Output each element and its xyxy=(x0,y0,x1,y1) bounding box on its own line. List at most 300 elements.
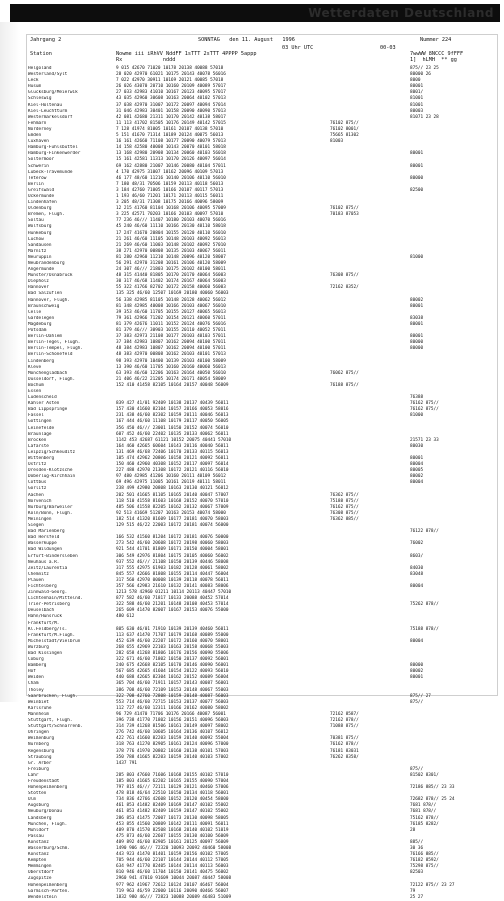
station-name: Bad Salzuflen xyxy=(28,291,62,297)
observation-codes: 734 836 42766 42608 10152 20120 40454 58000 xyxy=(116,797,229,803)
remark-codes: 80001 xyxy=(410,151,424,157)
remark-codes: 72682 878// 25 24 xyxy=(410,797,455,803)
observation-codes: 317 555 42975 61903 10182 20128 40061 58002 xyxy=(116,565,229,571)
station-name: Münster/Osnabrück xyxy=(28,273,73,279)
station-name: Braunschweig xyxy=(28,303,60,309)
extra-codes: 76362 885// xyxy=(330,516,359,522)
station-name: Bad Hersfeld xyxy=(28,535,60,541)
remark-codes: 76185 8282/ xyxy=(410,821,439,827)
station-name: Hunkeburg xyxy=(28,230,52,236)
station-name: Berlin xyxy=(28,181,44,187)
station-name: Teterow xyxy=(28,175,47,181)
observation-codes: 129 515 46/22 22003 10172 20181 40074 56000 xyxy=(116,523,229,529)
observation-codes: 38 271 42970 00808 10135 20103 40067 56011 xyxy=(116,248,226,254)
jahrgang-label: Jahrgang 2 xyxy=(30,37,62,43)
observation-codes: 157 430 41660 82104 10157 20166 40053 58016 xyxy=(116,407,229,413)
station-name: Meiningen xyxy=(28,516,52,522)
extra-codes: 76188 875// xyxy=(330,382,359,388)
remark-codes: 8603/ xyxy=(410,553,424,559)
station-name: Essen xyxy=(28,388,42,394)
station-name: Ostritz xyxy=(28,462,47,468)
station-name: Köln/Bonn, Flugh. xyxy=(28,510,73,516)
remark-codes: 76162 875// xyxy=(410,407,439,413)
observation-codes: 409 870 41570 82508 10168 20140 40102 51019 xyxy=(116,827,229,833)
station-name: Brocken xyxy=(28,437,47,443)
observation-codes: 63 393 46/60 12206 10163 20164 40050 56010 xyxy=(116,370,226,376)
observation-codes: 839 427 41/01 92409 10138 20137 40439 56011 xyxy=(116,401,229,407)
station-name: Dresden-Klotzsche xyxy=(28,468,73,474)
table-row xyxy=(28,895,494,901)
station-name: Frankfurt/M. xyxy=(28,620,60,626)
station-name: Hohenpeißenberg xyxy=(28,882,68,888)
observation-codes: 81 379 46/// 30903 10155 20110 40052 57011 xyxy=(116,328,226,334)
remark-codes: 83038 xyxy=(410,315,424,321)
observation-codes: 24 307 46/// 21803 10175 20102 40100 58011 xyxy=(116,267,226,273)
station-name: Fassel xyxy=(28,413,44,419)
observation-codes: 356 450 46/// 23001 10150 20152 40074 56010 xyxy=(116,425,229,431)
observation-codes: 485 506 41558 82205 10162 20132 40067 57009 xyxy=(116,504,229,510)
station-name: Soltermoor xyxy=(28,157,55,163)
station-name: Celle xyxy=(28,309,42,315)
station-name: Augsburg xyxy=(28,803,49,809)
observation-codes: 607 452 46/60 22402 10135 20133 40062 56011 xyxy=(116,431,229,437)
observation-codes: 306 549 42976 81804 10175 20105 40060 56002 xyxy=(116,553,229,559)
station-name: Erfurt-Bindersleben xyxy=(28,553,78,559)
station-name: Fehmarn xyxy=(28,120,47,126)
station-name: Görlitz xyxy=(28,486,47,492)
remark-codes: 80000 26 xyxy=(410,72,431,78)
observation-codes: 48 383 42970 00808 10162 20103 40101 57013 xyxy=(116,352,226,358)
remark-codes: 72122 875// 23 27 xyxy=(410,882,455,888)
remark-codes: 80004 xyxy=(410,480,424,486)
observation-codes: 15 161 42581 11313 10170 20126 40097 56014 xyxy=(116,157,226,163)
observation-codes: 150 460 42960 40308 10152 20117 40097 56014 xyxy=(116,462,229,468)
observation-codes: 386 708 46/60 72109 10153 20148 40067 55003 xyxy=(116,687,229,693)
observation-codes: 461 853 41482 82409 10169 20147 40102 55002 xyxy=(116,803,229,809)
station-name: Westermarkelsdorf xyxy=(28,114,73,120)
station-name: Berlin-Tegel, Flugh. xyxy=(28,340,81,346)
remark-codes: 80001 xyxy=(410,675,424,681)
station-name: Memmingen xyxy=(28,864,52,870)
station-name: Kl.Feldberg/Ts. xyxy=(28,626,68,632)
remark-codes: 76002 xyxy=(410,541,424,547)
station-name: Lindenhafen xyxy=(28,200,57,206)
station-name: Braunlage xyxy=(28,431,52,437)
remark-codes: 875// xyxy=(410,699,424,705)
station-name: Bremen, Flugh. xyxy=(28,212,65,218)
observation-codes: 17 247 41670 20804 10155 20120 40110 56010 xyxy=(116,230,226,236)
observation-codes: 48 315 41440 81805 10170 20170 40064 56003 xyxy=(116,273,226,279)
observation-codes: 69 496 42975 11005 10161 20119 40111 58011 xyxy=(116,480,226,486)
remark-codes: 80000 xyxy=(410,663,424,669)
remark-codes: 30 36 xyxy=(410,846,424,851)
remark-codes: 875// 23 25 xyxy=(410,66,439,71)
station-name: Glücksburg/Meierwik xyxy=(28,90,78,96)
station-name: Stuttgart, Flugh. xyxy=(28,718,73,724)
station-name: Hohenpeißenberg xyxy=(28,785,68,791)
station-name: Straubing xyxy=(28,754,52,760)
observation-codes: 48 384 42983 10807 10162 20094 40100 57011 xyxy=(116,346,226,352)
observation-codes: 56 291 42970 31208 10161 20106 40120 58009 xyxy=(116,261,226,266)
station-name: Lüchow xyxy=(28,236,44,242)
observation-codes: 276 742 46/60 10605 10164 20136 40107 56012 xyxy=(116,730,229,736)
extra-codes: 76062 875// xyxy=(330,370,359,376)
observation-codes: 845 557 42666 81808 10155 20114 40447 56004 xyxy=(116,571,229,577)
column-extra-header: 7wwWW 8NCCC 9fFFF xyxy=(410,51,464,57)
extra-codes: 71088 875// xyxy=(330,724,359,730)
observation-codes: 567 685 42665 41604 10154 20122 40093 56010 xyxy=(116,669,229,675)
observation-codes: 152 410 41458 82105 10164 20157 40048 56009 xyxy=(116,382,229,388)
station-name: Doberlug-Kirchhain xyxy=(28,474,76,480)
remark-codes: 7681 878// xyxy=(410,803,437,809)
observation-codes: 453 855 41560 20809 10142 20111 40091 56011 xyxy=(116,821,229,827)
observation-codes: 322 708 42760 72808 10159 20148 40087 56003 xyxy=(116,693,229,699)
observation-codes: 478 818 46/64 22510 10150 20134 40118 56001 xyxy=(116,791,229,797)
observation-codes: 7 128 41974 81005 10161 20107 40138 57010 xyxy=(116,126,224,132)
station-name: Plauen xyxy=(28,577,44,583)
observation-codes: 810 946 46/60 11704 10150 20141 40475 56002 xyxy=(116,870,229,876)
station-name: Wasserkuppe xyxy=(28,541,57,547)
observation-codes: 166 532 41560 81204 10172 20181 40076 50000 xyxy=(116,535,229,541)
observation-codes: 14 158 42580 40008 10143 20070 40101 58018 xyxy=(116,145,226,151)
remark-codes: 80001 xyxy=(410,321,424,327)
station-name: Neubrandenburg xyxy=(28,261,65,266)
observation-codes: 55 322 41766 82702 10172 20158 40060 56003 xyxy=(116,285,226,291)
issue-number: Nummer 224 xyxy=(420,37,452,43)
observation-codes: 231 438 46/60 82302 10159 20111 40046 56013 xyxy=(116,413,229,419)
remark-codes: 82500 xyxy=(410,187,424,193)
column-codes-header: Nowme iii iRhVV NddFF 1sTTT 2sTTT 4PPPP 5appp xyxy=(116,51,257,57)
remark-codes: 25 27 xyxy=(410,894,424,900)
column-station-header: Station xyxy=(30,51,52,57)
observation-codes: 5 151 41670 71314 10189 20124 40075 56013 xyxy=(116,133,224,139)
remark-codes: 76388 xyxy=(410,395,424,401)
station-name: Lübeck-Travemünde xyxy=(28,169,73,175)
extra-codes: 72162 8587/ xyxy=(330,711,359,717)
observation-codes: 21 269 46/60 11003 10148 20102 40092 57010 xyxy=(116,242,226,248)
station-name: Neuruppin xyxy=(28,254,52,260)
observation-codes: 1 193 46/60 71201 10171 20113 40115 56011 xyxy=(116,193,224,199)
station-name: Husum xyxy=(28,84,42,90)
date-line: SONNTAG den 11. August 1996 xyxy=(198,37,295,43)
station-name: Marnitz xyxy=(28,248,47,254)
station-name: Uckermünde xyxy=(28,193,55,199)
observation-codes: 443 923 41470 81401 10159 20156 40102 57005 xyxy=(116,852,229,858)
station-name: Saarbrücken, Flugh. xyxy=(28,693,78,699)
station-name: Neuhaus a.R. xyxy=(28,559,60,565)
extra-codes: 76102 8001/ xyxy=(330,126,359,132)
observation-codes: 273 542 46/60 20608 10172 20198 40060 58003 xyxy=(116,541,229,547)
station-name: München, Flugh. xyxy=(28,821,68,827)
station-name: Würzburg xyxy=(28,644,49,650)
observation-codes: 475 873 46/60 22607 10155 20130 40100 56009 xyxy=(116,833,229,839)
observation-codes: 37 383 42973 21108 10177 20103 40103 57011 xyxy=(116,334,226,340)
remark-codes: 885// xyxy=(410,839,424,845)
station-name: Gardelegen xyxy=(28,315,55,321)
remark-codes: 8000 xyxy=(410,78,421,84)
station-name: Schwerin xyxy=(28,163,49,169)
remark-codes: 80001 xyxy=(410,84,424,90)
observation-codes: 318 763 41270 82905 10161 20124 40096 57000 xyxy=(116,742,229,748)
station-name: Hannover, Flugh. xyxy=(28,297,70,303)
observation-codes: 1437 791 xyxy=(116,760,137,766)
remark-codes: 75262 878// xyxy=(410,602,439,608)
station-name: Cham xyxy=(28,681,39,687)
observation-codes: 322 671 46/60 71802 10150 20137 40092 56001 xyxy=(116,657,229,663)
observation-codes: 440 688 42665 82304 10162 20152 40089 56004 xyxy=(116,675,229,681)
extra-codes: 75188 875// xyxy=(330,498,359,504)
remark-codes: 82503 xyxy=(410,870,424,876)
extra-codes: 76162 878// xyxy=(330,742,359,748)
observation-codes: 797 815 46/// 72111 10129 20121 40460 57006 xyxy=(116,785,229,791)
observation-codes: 282 658 41268 81806 10176 20156 40090 55006 xyxy=(116,651,229,656)
remark-codes: 80002 xyxy=(410,669,424,675)
observation-codes: 37 384 42983 10807 10162 20094 40100 57011 xyxy=(116,340,226,346)
extra-codes: 81003 xyxy=(330,139,344,145)
observation-codes: 98 393 42970 10400 10139 20103 40100 58009 xyxy=(116,358,226,364)
extra-codes: 70183 87053 xyxy=(330,212,359,218)
remark-codes: 81000 xyxy=(410,254,424,260)
observation-codes: 378 776 41970 20802 10160 20138 40101 57003 xyxy=(116,748,229,754)
station-name: Leinefelde xyxy=(28,425,55,431)
observation-codes: 2960 941 47010 91609 10044 20087 40447 58008 xyxy=(116,876,232,882)
observation-codes: 56 338 42985 81105 10148 20128 40062 56012 xyxy=(116,297,226,303)
station-name: Gr. Arber xyxy=(28,760,52,766)
observation-codes: 317 560 42970 00008 10139 20118 40078 56011 xyxy=(116,577,229,583)
observation-codes: 480 612 xyxy=(116,614,135,620)
station-name: Ulm xyxy=(28,797,36,803)
remark-codes: 75298 875// xyxy=(410,864,439,870)
station-name: Berlin-Tempel, Flugh. xyxy=(28,346,83,352)
observation-codes: 365 704 46/60 71911 10157 20143 40087 56001 xyxy=(116,681,229,687)
station-name: Leck xyxy=(28,78,39,84)
extra-codes: 76102 875// xyxy=(330,120,359,126)
remark-codes: 80000 xyxy=(410,346,424,352)
station-name: Berlin-Dahlem xyxy=(28,334,62,340)
banner-title: Wetterdaten Deutschland xyxy=(308,6,494,20)
station-name: Kleve xyxy=(28,364,42,370)
station-name: Konstanz xyxy=(28,852,49,858)
remark-codes: 80000 xyxy=(410,340,424,346)
observation-codes: 202 501 41665 81105 10165 20140 40047 57007 xyxy=(116,492,229,498)
station-name: Oldenburg xyxy=(28,206,52,212)
station-name: Wasserburg/Schm. xyxy=(28,846,70,851)
station-name: Karlsruhe xyxy=(28,705,52,711)
station-name: Cuxhaven xyxy=(28,139,49,145)
extra-codes: 76308 875// xyxy=(330,510,359,516)
station-name: Kiel-Holtenau xyxy=(28,102,62,108)
station-name: Landsberg xyxy=(28,815,52,821)
observation-codes: 37 038 42970 31007 10172 20097 40094 57014 xyxy=(116,102,226,108)
remark-codes: 80001 xyxy=(410,163,424,169)
station-name: Westerland/Sylt xyxy=(28,72,68,78)
observation-codes: 164 460 42665 60604 10143 20116 40040 56011 xyxy=(116,443,229,449)
observation-codes: 452 639 46/60 22207 10172 20160 40070 58001 xyxy=(116,638,229,644)
remark-codes: 80002 xyxy=(410,297,424,303)
observation-codes: 286 853 41475 72007 10173 20130 40098 58005 xyxy=(116,815,229,821)
station-name: Oberstdorf xyxy=(28,870,55,876)
remark-codes: 72186 885// 23 33 xyxy=(410,785,455,791)
observation-codes: 45 240 46/60 11110 10166 20130 40110 58018 xyxy=(116,224,226,230)
observation-codes: 350 788 41665 82203 10159 20140 40103 57002 xyxy=(116,754,229,760)
station-name: Lichtenhain/Mittelnd. xyxy=(28,596,83,602)
observation-codes: 7 022 42970 30911 10169 20121 40085 57018 xyxy=(116,78,224,84)
remark-codes: 76122 878// xyxy=(410,529,439,535)
station-name: Zeitz/Laurentia xyxy=(28,565,68,571)
station-name: Potsdam xyxy=(28,328,47,334)
observation-codes: 238 499 42980 20808 10163 20130 40121 56012 xyxy=(116,486,229,492)
station-name: Mönchengladbach xyxy=(28,370,68,376)
extra-codes: 76102 875// xyxy=(330,206,359,212)
station-name: Lahr xyxy=(28,772,39,778)
observation-codes: 81 280 42960 11210 10148 20096 40120 58007 xyxy=(116,254,226,260)
remark-codes: 80030 xyxy=(410,443,424,449)
observation-codes: 96 729 41470 71706 10176 20166 40087 56001 xyxy=(116,711,226,717)
station-name: Fichtelberg xyxy=(28,583,57,589)
remark-codes: 7681 878// xyxy=(410,809,437,815)
observation-codes: 805 630 46/01 71910 10139 20139 40460 56011 xyxy=(116,626,229,632)
station-name: Garmisch-Parten. xyxy=(28,888,70,894)
column-extra-subheader: 1] hLMH ** gg xyxy=(410,57,457,63)
observation-codes: 1142 453 42687 61121 10152 20075 40441 57010 xyxy=(116,437,232,443)
extra-codes: 76181 83031 xyxy=(330,748,359,754)
remark-codes: 80004 xyxy=(410,583,424,589)
observation-codes: 39 353 46/60 11705 10155 20127 40065 56013 xyxy=(116,309,226,315)
remark-codes: 80001 xyxy=(410,456,424,461)
observation-codes: 16 161 42660 71108 10177 20090 40079 57013 xyxy=(116,139,226,145)
station-name: Emden xyxy=(28,133,42,139)
remark-codes: 76162 875// xyxy=(410,401,439,407)
station-name: Bad Kissingen xyxy=(28,651,62,656)
observation-codes: 634 947 41770 82405 10144 20114 40113 56003 xyxy=(116,864,229,870)
station-name: Kiel-Leuchtturm xyxy=(28,108,68,114)
observation-codes: 30 317 46/68 11402 10174 20167 40064 56003 xyxy=(116,279,226,285)
observation-codes: 4 170 42975 31007 10162 20096 40109 57013 xyxy=(116,169,224,175)
observation-codes: 77 236 46/// 11407 10180 20103 40070 56016 xyxy=(116,218,226,224)
remark-codes: 81001 xyxy=(410,102,424,108)
observation-codes: 1213 578 42960 01211 10114 20113 40447 57010 xyxy=(116,590,232,596)
observation-codes: 13 168 42980 20908 10134 20060 40103 56018 xyxy=(116,151,226,157)
station-name: Weiden xyxy=(28,675,44,681)
remark-codes: 80005 xyxy=(410,468,424,474)
observation-codes: 12 215 41760 81104 10168 20106 40095 57009 xyxy=(116,206,226,212)
station-name: Nörvenich xyxy=(28,498,52,504)
observation-codes: 79 361 42966 71202 10154 20121 40060 57011 xyxy=(116,315,226,321)
station-name: Coburg xyxy=(28,657,44,663)
station-name: Helgoland xyxy=(28,66,52,71)
observation-codes: 1490 906 46/// 72320 10093 20092 40460 58008 xyxy=(116,846,232,851)
station-name: Deuselbach xyxy=(28,608,55,614)
station-name: Diepholz xyxy=(28,279,49,285)
station-name: Angermünde xyxy=(28,267,55,273)
observation-codes: 461 853 41482 82409 10159 20147 40102 55002 xyxy=(116,809,229,815)
observation-codes: 285 803 47660 71606 10168 20155 40102 57010 xyxy=(116,772,229,778)
observation-codes: 28 020 42970 61021 10175 20143 40078 56016 xyxy=(116,72,226,78)
remark-codes: 80002 xyxy=(410,474,424,480)
observation-codes: 46 177 48/60 11216 10140 20106 40110 56010 xyxy=(116,175,226,181)
station-name: Tholey xyxy=(28,687,44,693)
observation-codes: 42 081 42680 21311 10170 20142 40138 58017 xyxy=(116,114,226,120)
station-name: Hof xyxy=(28,669,36,675)
extra-codes: 72162 8352/ xyxy=(330,285,359,291)
remark-codes: 81000 xyxy=(410,413,424,419)
observation-codes: 268 655 42969 22103 10163 20158 40068 55003 xyxy=(116,644,229,650)
observation-codes: 21 261 46/60 11105 10148 20103 40092 56013 xyxy=(116,236,226,242)
station-name: Bochum xyxy=(28,382,44,388)
station-name: Hamburg-Fuhlsbüttel xyxy=(28,145,78,151)
observation-codes: 31 046 42983 30401 10158 20090 40090 57013 xyxy=(116,108,226,114)
observation-codes: 113 637 41470 71707 10179 20168 40089 55000 xyxy=(116,632,229,638)
observation-codes: 118 510 41558 81603 10168 20152 40070 57010 xyxy=(116,498,229,504)
station-name: Nürburg/Barweiler xyxy=(28,504,73,510)
observation-codes: 937 552 46/// 21108 10150 20139 40446 58008 xyxy=(116,559,229,565)
extra-codes: 76308 875// xyxy=(330,273,359,279)
extra-codes: 76162 875// xyxy=(330,504,359,510)
station-name: Mannheim xyxy=(28,711,49,717)
remark-codes: 76182 8592/ xyxy=(410,858,439,864)
observation-codes: 112 727 46/60 12311 10166 20162 40080 58002 xyxy=(116,705,229,711)
station-name: Bamberg xyxy=(28,663,47,669)
observation-codes: 265 609 41470 82007 10167 20153 40076 55000 xyxy=(116,608,229,614)
observation-codes: 185 803 41665 62202 10165 20155 40090 57004 xyxy=(116,778,229,784)
remark-codes: 28 xyxy=(410,827,416,833)
station-name: Mühldorf xyxy=(28,827,49,833)
remark-codes: 875// xyxy=(410,766,424,772)
station-name: Lüdenscheid xyxy=(28,395,57,401)
station-name: Lafarste xyxy=(28,443,49,449)
remark-codes: 875// 27 xyxy=(410,693,431,699)
observation-codes: 227 488 42970 21308 10172 20121 40116 56010 xyxy=(116,468,229,474)
observation-codes: 182 514 41320 81609 10177 20181 40070 58003 xyxy=(116,516,229,522)
station-name: Cottbus xyxy=(28,480,47,486)
observation-codes: 131 469 46/68 72406 10170 20133 40115 56013 xyxy=(116,449,229,455)
page-edge-shadow xyxy=(0,22,20,702)
station-name: Kempten xyxy=(28,858,47,864)
extra-codes: 76262 8358/ xyxy=(330,754,359,760)
station-name: Nürnberg xyxy=(28,742,49,748)
station-name: Michelstadt/Vielbrun xyxy=(28,638,81,644)
extra-codes: 76362 875// xyxy=(330,492,359,498)
remark-codes: 75188 878// xyxy=(410,626,439,632)
observation-codes: 69 162 42880 21007 10146 20080 40104 57011 xyxy=(116,163,226,169)
observation-codes: 7 180 48/31 70506 10159 20113 40118 56013 xyxy=(116,181,224,187)
remark-codes: 80001 xyxy=(410,334,424,340)
weather-data-table xyxy=(28,66,494,901)
station-name: Aachen xyxy=(28,492,44,498)
station-name: Wendelstein xyxy=(28,894,57,900)
station-name: Passau xyxy=(28,833,44,839)
remark-codes: 76166 885// xyxy=(410,852,439,858)
station-name: Soltau xyxy=(28,218,44,224)
observation-codes: 81 348 42985 40008 10166 20103 40067 56010 xyxy=(116,303,226,309)
remark-codes: 80004 xyxy=(410,462,424,468)
observation-codes: 921 544 41701 81809 10171 20150 40004 58001 xyxy=(116,547,229,553)
station-name: Öhringen xyxy=(28,730,49,736)
observation-codes: 135 325 46/60 12507 10169 20180 40060 56003 xyxy=(116,291,229,297)
station-name: Freiburg xyxy=(28,766,49,772)
extra-codes: 70381 875// xyxy=(330,736,359,742)
station-name: Greifswald xyxy=(28,187,55,193)
observation-codes: 27 033 42983 41010 10167 20123 40095 57017 xyxy=(116,90,226,96)
station-name: Kahler Asten xyxy=(28,401,60,407)
station-name: Norderney xyxy=(28,126,52,132)
observation-codes: 396 738 41770 71802 10156 20151 40096 56003 xyxy=(116,718,229,724)
time-code: 00-03 xyxy=(380,45,396,51)
observation-codes: 705 944 46/60 22107 10144 20144 40112 57005 xyxy=(116,858,229,864)
station-name: Bad Wildungen xyxy=(28,547,62,553)
observation-codes: 21 406 46/22 21205 10174 20171 40054 58009 xyxy=(116,376,226,382)
extra-codes: 72162 878// xyxy=(330,718,359,724)
